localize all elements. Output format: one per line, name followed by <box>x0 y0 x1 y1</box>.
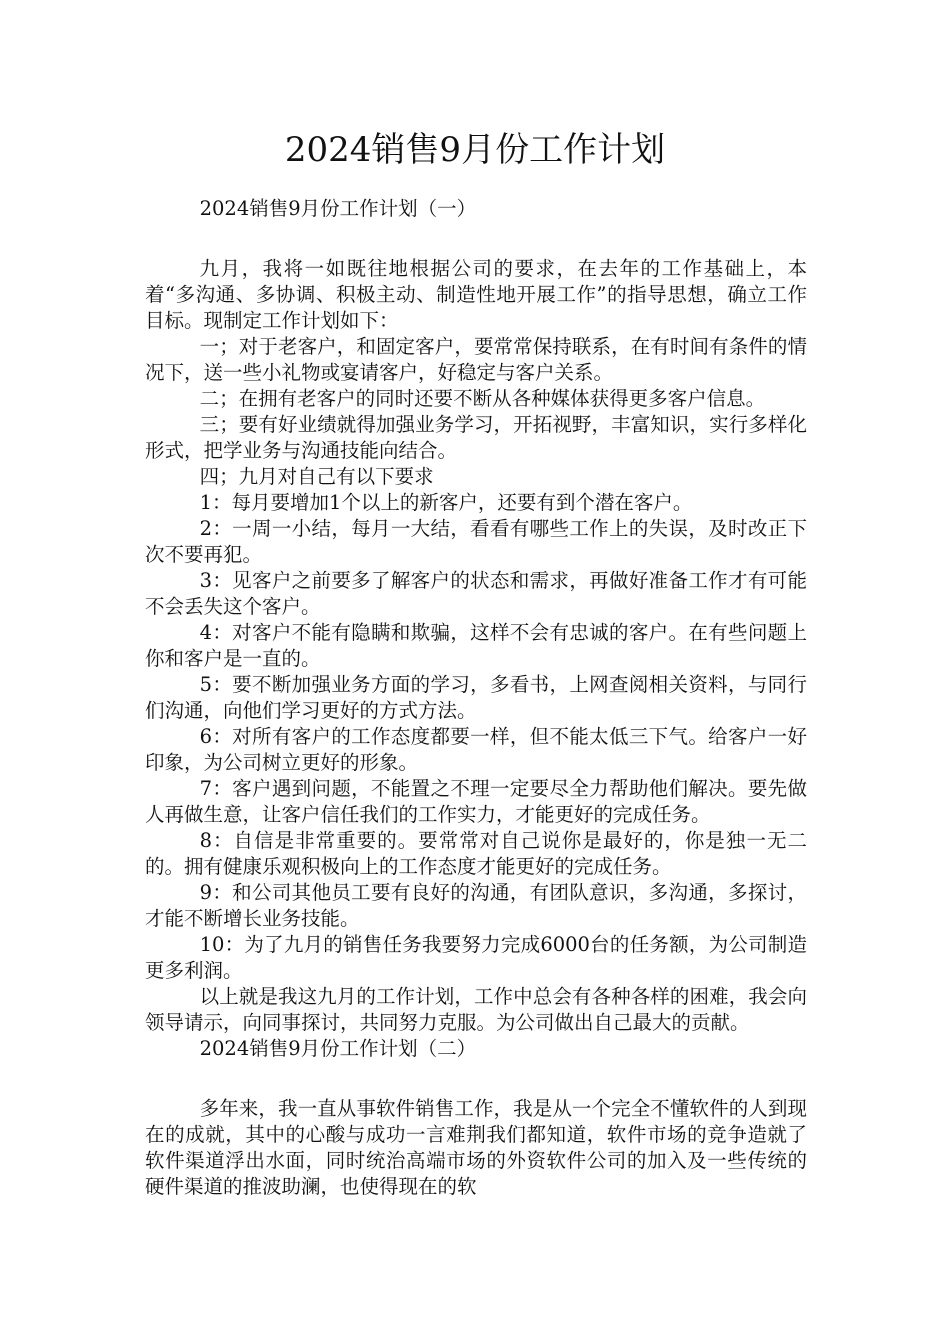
paragraph: 多年来，我一直从事软件销售工作，我是从一个完全不懂软件的人到现在的成就，其中的心酸与成功一言难荆我们都知道，软件市场的竞争造就了软件渠道浮出水面，同时统治高端市场的外资软件公司的加入及一些传统的硬件渠道的推波助澜，也使得现在的软 <box>145 1097 807 1198</box>
paragraph: 3：见客户之前要多了解客户的状态和需求，再做好准备工作才有可能不会丢失这个客户。 <box>145 569 807 618</box>
paragraph: 10：为了九月的销售任务我要努力完成6000台的任务额，为公司制造更多利润。 <box>145 933 807 982</box>
paragraph: 7：客户遇到问题，不能置之不理一定要尽全力帮助他们解决。要先做人再做生意，让客户信任我们的工作实力，才能更好的完成任务。 <box>145 777 807 826</box>
blank-line <box>145 1070 807 1096</box>
document-body <box>145 196 807 1200</box>
paragraph: 九月，我将一如既往地根据公司的要求，在去年的工作基础上，本着“多沟通、多协调、积极主动、制造性地开展工作”的指导思想，确立工作目标。现制定工作计划如下： <box>145 257 807 332</box>
paragraph: 8：自信是非常重要的。要常常对自己说你是最好的，你是独一无二的。拥有健康乐观积极向上的工作态度才能更好的完成任务。 <box>145 829 807 878</box>
paragraph: 三；要有好业绩就得加强业务学习，开拓视野，丰富知识，实行多样化形式，把学业务与沟通技能向结合。 <box>145 413 807 462</box>
paragraph: 一；对于老客户，和固定客户，要常常保持联系，在有时间有条件的情况下，送一些小礼物或宴请客户，好稳定与客户关系。 <box>145 335 807 384</box>
section-2-heading: 2024销售9月份工作计划（二） <box>199 1037 477 1060</box>
paragraph: 四；九月对自己有以下要求 <box>199 465 434 488</box>
paragraph: 1：每月要增加1个以上的新客户，还要有到个潜在客户。 <box>199 491 693 514</box>
paragraph: 二；在拥有老客户的同时还要不断从各种媒体获得更多客户信息。 <box>199 387 766 410</box>
section-1-heading: 2024销售9月份工作计划（一） <box>199 197 477 220</box>
paragraph: 4：对客户不能有隐瞒和欺骗，这样不会有忠诚的客户。在有些问题上你和客户是一直的。 <box>145 621 807 670</box>
document-title: 2024销售9月份工作计划 <box>284 130 666 170</box>
paragraph: 6：对所有客户的工作态度都要一样，但不能太低三下气。给客户一好印象，为公司树立更好的形象。 <box>145 725 807 774</box>
paragraph: 9：和公司其他员工要有良好的沟通，有团队意识，多沟通，多探讨，才能不断增长业务技能。 <box>145 881 807 930</box>
paragraph: 以上就是我这九月的工作计划，工作中总会有各种各样的困难，我会向领导请示，向同事探讨，共同努力克服。为公司做出自己最大的贡献。 <box>145 985 807 1034</box>
paragraph: 5：要不断加强业务方面的学习，多看书，上网查阅相关资料，与同行们沟通，向他们学习更好的方式方法。 <box>145 673 807 722</box>
paragraph: 2：一周一小结，每月一大结，看看有哪些工作上的失误，及时改正下次不要再犯。 <box>145 517 807 566</box>
blank-line <box>145 230 807 256</box>
